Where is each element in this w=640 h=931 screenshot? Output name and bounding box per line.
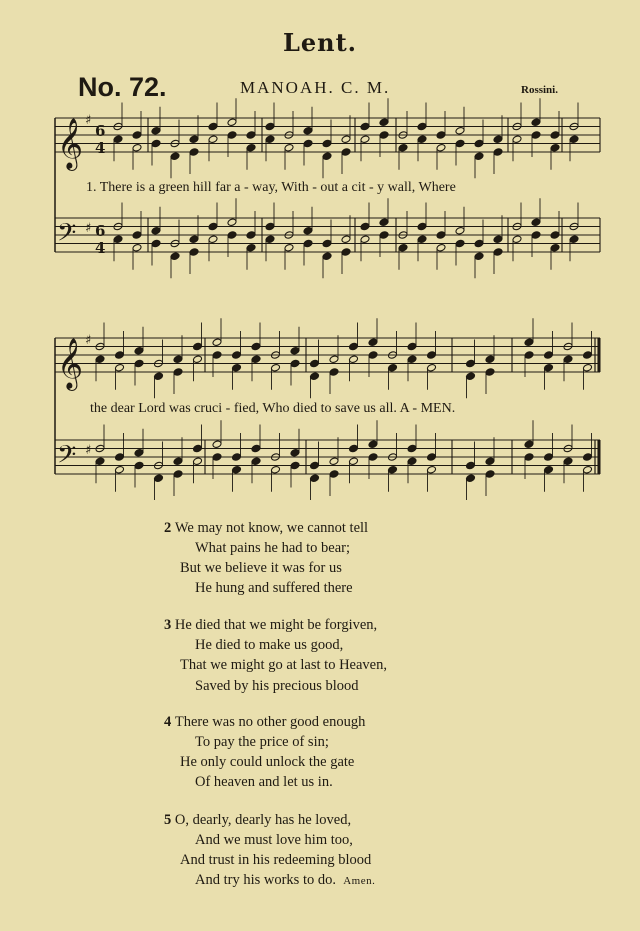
note-head	[193, 444, 203, 453]
verse-line: 2 We may not know, we cannot tell	[164, 520, 369, 536]
note-head	[251, 444, 261, 453]
note-head	[485, 457, 495, 466]
verse-line: He died to make us good,	[195, 637, 344, 653]
note-head	[524, 453, 534, 462]
time-signature-bottom: 4	[95, 239, 106, 257]
note-head	[132, 131, 142, 140]
note-head	[303, 226, 313, 235]
note-head	[329, 470, 339, 479]
note-head	[227, 231, 237, 240]
amen-label: Amen.	[343, 875, 376, 887]
note-head	[485, 368, 495, 377]
note-head	[265, 135, 275, 144]
note-head	[271, 465, 281, 474]
note-head	[227, 131, 237, 140]
note-head	[115, 465, 125, 474]
note-head	[417, 235, 427, 244]
note-head	[436, 231, 446, 240]
note-head	[227, 118, 237, 127]
note-head	[170, 252, 180, 261]
note-head	[531, 218, 541, 227]
note-head	[427, 465, 437, 474]
note-head	[474, 139, 484, 148]
note-head	[95, 355, 105, 364]
note-head	[290, 461, 300, 470]
sharp-icon: ♯	[85, 221, 92, 236]
note-head	[583, 453, 593, 462]
note-head	[360, 222, 370, 231]
note-head	[246, 243, 256, 252]
note-head	[303, 239, 313, 248]
bass-clef-icon: 𝄢	[57, 218, 77, 254]
verse-number: 5	[164, 812, 172, 828]
note-head	[284, 243, 294, 252]
verse-line: Saved by his precious blood	[195, 678, 359, 694]
note-head	[322, 139, 332, 148]
note-head	[360, 135, 370, 144]
note-head	[212, 351, 222, 360]
note-head	[322, 152, 332, 161]
note-head	[379, 218, 389, 227]
note-head	[417, 222, 427, 231]
note-head	[303, 139, 313, 148]
verse-line: But we believe it was for us	[180, 560, 342, 576]
note-head	[115, 351, 125, 360]
note-head	[329, 368, 339, 377]
note-head	[436, 143, 446, 152]
note-head	[474, 152, 484, 161]
note-head	[493, 248, 503, 257]
note-head	[583, 351, 593, 360]
note-head	[246, 131, 256, 140]
verse-line: To pay the price of sin;	[195, 734, 329, 750]
note-head	[322, 252, 332, 261]
note-head	[512, 235, 522, 244]
bass-clef-icon: 𝄢	[57, 440, 77, 476]
note-head	[193, 342, 203, 351]
note-head	[455, 226, 465, 235]
note-head	[134, 448, 144, 457]
note-head	[388, 465, 398, 474]
sharp-icon: ♯	[85, 333, 92, 348]
note-head	[341, 148, 351, 157]
verse-number: 4	[164, 714, 172, 730]
note-head	[154, 372, 164, 381]
note-head	[368, 351, 378, 360]
time-signature-top: 6	[95, 122, 106, 140]
note-head	[349, 342, 359, 351]
note-head	[208, 122, 218, 131]
note-head	[493, 235, 503, 244]
note-head	[349, 457, 359, 466]
note-head	[151, 239, 161, 248]
note-head	[154, 474, 164, 483]
note-head	[466, 474, 476, 483]
note-head	[524, 338, 534, 347]
note-head	[341, 135, 351, 144]
note-head	[474, 239, 484, 248]
note-head	[427, 363, 437, 372]
note-head	[569, 135, 579, 144]
note-head	[417, 135, 427, 144]
note-head	[379, 131, 389, 140]
note-head	[310, 461, 320, 470]
note-head	[310, 372, 320, 381]
verse-line: He hung and suffered there	[195, 580, 353, 596]
note-head	[407, 342, 417, 351]
verse-line: 5 O, dearly, dearly has he loved,	[164, 812, 352, 828]
section-title: Lent.	[282, 28, 358, 57]
note-head	[173, 368, 183, 377]
verse-number: 3	[164, 617, 172, 633]
note-head	[436, 243, 446, 252]
sharp-icon: ♯	[85, 443, 92, 458]
note-head	[544, 351, 554, 360]
note-head	[115, 363, 125, 372]
note-head	[271, 363, 281, 372]
note-head	[407, 444, 417, 453]
note-head	[310, 359, 320, 368]
note-head	[398, 143, 408, 152]
verse-line: 4 There was no other good enough	[164, 714, 366, 730]
treble-clef-icon: 𝄞	[57, 338, 84, 389]
note-head	[466, 461, 476, 470]
sharp-icon: ♯	[85, 113, 92, 128]
note-head	[531, 231, 541, 240]
note-head	[407, 355, 417, 364]
note-head	[246, 143, 256, 152]
note-head	[550, 131, 560, 140]
note-head	[524, 351, 534, 360]
verse-line: And trust in his redeeming blood	[180, 852, 372, 868]
note-head	[290, 448, 300, 457]
time-signature-bottom: 4	[95, 139, 106, 157]
note-head	[132, 243, 142, 252]
note-head	[227, 218, 237, 227]
note-head	[290, 359, 300, 368]
note-head	[232, 465, 242, 474]
note-head	[232, 351, 242, 360]
verse-line: That we might go at last to Heaven,	[180, 657, 387, 673]
note-head	[583, 465, 593, 474]
note-head	[208, 135, 218, 144]
note-head	[485, 470, 495, 479]
note-head	[208, 235, 218, 244]
note-head	[417, 122, 427, 131]
note-head	[544, 363, 554, 372]
note-head	[379, 231, 389, 240]
note-head	[212, 440, 222, 449]
note-head	[134, 359, 144, 368]
note-head	[151, 226, 161, 235]
note-head	[173, 470, 183, 479]
verse-line: And we must love him too,	[195, 832, 353, 848]
note-head	[132, 143, 142, 152]
lyrics-system-1: 1. There is a green hill far a - way, With - out a cit - y wall, Where	[86, 180, 456, 195]
note-head	[388, 363, 398, 372]
note-head	[455, 126, 465, 135]
note-head	[134, 346, 144, 355]
note-head	[265, 235, 275, 244]
note-head	[95, 457, 105, 466]
note-head	[251, 457, 261, 466]
note-head	[368, 440, 378, 449]
note-head	[310, 474, 320, 483]
note-head	[493, 135, 503, 144]
note-head	[368, 453, 378, 462]
hymn-number: No. 72.	[78, 72, 167, 102]
note-head	[151, 139, 161, 148]
note-head	[189, 135, 199, 144]
note-head	[485, 355, 495, 364]
note-head	[212, 453, 222, 462]
note-head	[251, 355, 261, 364]
note-head	[360, 235, 370, 244]
note-head	[290, 346, 300, 355]
tune-name: MANOAH. C. M.	[240, 78, 391, 97]
note-head	[212, 338, 222, 347]
note-head	[173, 355, 183, 364]
note-head	[398, 243, 408, 252]
note-head	[563, 457, 573, 466]
note-head	[379, 118, 389, 127]
note-head	[368, 338, 378, 347]
note-head	[360, 122, 370, 131]
note-head	[583, 363, 593, 372]
note-head	[349, 355, 359, 364]
time-signature-top: 6	[95, 222, 106, 240]
verse-line: 3 He died that we might be forgiven,	[164, 617, 378, 633]
note-head	[265, 222, 275, 231]
verse-line: Of heaven and let us in.	[195, 774, 333, 790]
note-head	[329, 457, 339, 466]
note-head	[512, 135, 522, 144]
note-head	[544, 465, 554, 474]
note-head	[170, 152, 180, 161]
note-head	[531, 118, 541, 127]
note-head	[193, 457, 203, 466]
note-head	[173, 457, 183, 466]
note-head	[189, 248, 199, 257]
note-head	[284, 143, 294, 152]
note-head	[466, 359, 476, 368]
note-head	[569, 235, 579, 244]
verse-number: 2	[164, 520, 172, 536]
note-head	[524, 440, 534, 449]
note-head	[232, 363, 242, 372]
note-head	[341, 248, 351, 257]
note-head	[544, 453, 554, 462]
verse-line: And try his works to do. Amen.	[195, 872, 376, 888]
note-head	[322, 239, 332, 248]
note-head	[115, 453, 125, 462]
note-head	[455, 239, 465, 248]
note-head	[151, 126, 161, 135]
verse-line: He only could unlock the gate	[180, 754, 355, 770]
note-head	[251, 342, 261, 351]
note-head	[246, 231, 256, 240]
note-head	[329, 355, 339, 364]
note-head	[134, 461, 144, 470]
note-head	[550, 231, 560, 240]
note-head	[349, 444, 359, 453]
lyrics-system-2: the dear Lord was cruci - fied, Who died to save us all. A - MEN.	[90, 401, 456, 416]
note-head	[265, 122, 275, 131]
note-head	[550, 243, 560, 252]
note-head	[550, 143, 560, 152]
note-head	[341, 235, 351, 244]
verse-line: What pains he had to bear;	[195, 540, 351, 556]
note-head	[189, 148, 199, 157]
note-head	[474, 252, 484, 261]
note-head	[232, 453, 242, 462]
note-head	[436, 131, 446, 140]
treble-clef-icon: 𝄞	[57, 118, 84, 169]
composer: Rossini.	[521, 84, 558, 96]
note-head	[407, 457, 417, 466]
note-head	[113, 235, 123, 244]
note-head	[427, 351, 437, 360]
note-head	[208, 222, 218, 231]
note-head	[427, 453, 437, 462]
note-head	[303, 126, 313, 135]
note-head	[493, 148, 503, 157]
note-head	[531, 131, 541, 140]
note-head	[132, 231, 142, 240]
note-head	[113, 135, 123, 144]
note-head	[466, 372, 476, 381]
note-head	[189, 235, 199, 244]
note-head	[563, 355, 573, 364]
note-head	[455, 139, 465, 148]
note-head	[193, 355, 203, 364]
